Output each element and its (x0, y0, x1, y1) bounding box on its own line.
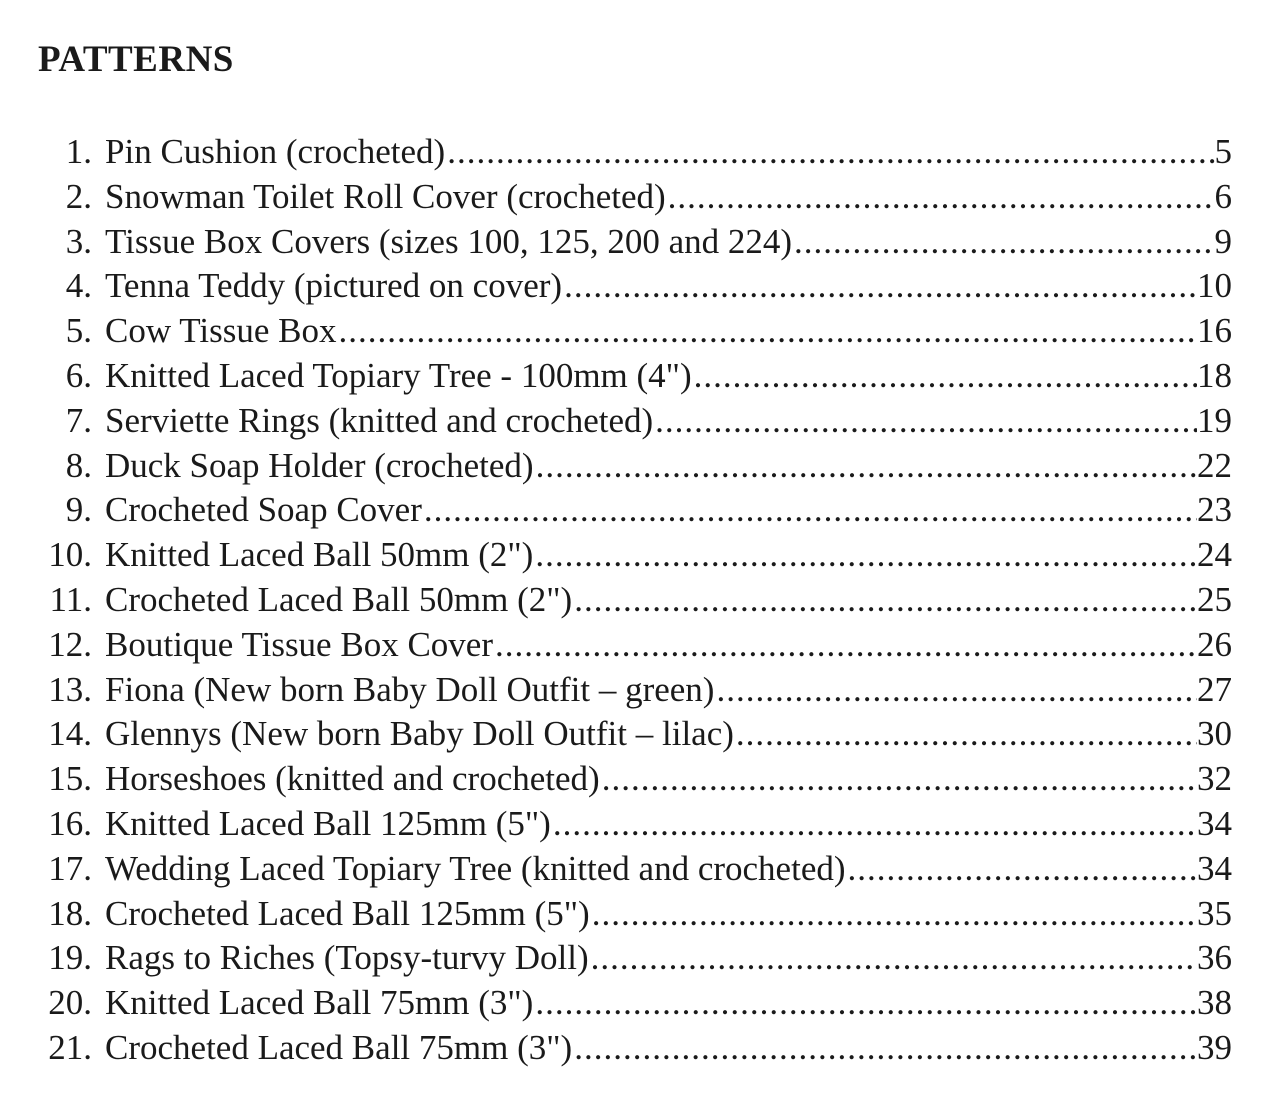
toc-entry-line (105, 444, 1232, 489)
toc-entry (0, 130, 1280, 175)
dot-leader (533, 981, 1197, 1026)
toc-entry-page-number: 26 (1197, 624, 1232, 664)
toc-entry (0, 354, 1280, 399)
toc-entry-title: Duck Soap Holder (crocheted) (105, 445, 534, 485)
toc-entry-page-number: 18 (1197, 355, 1232, 395)
dot-leader (551, 802, 1197, 847)
dot-leader (493, 623, 1197, 668)
toc-entry-title: Knitted Laced Ball 125mm (5") (105, 803, 551, 843)
toc-entry-number: 1. (65, 132, 92, 171)
toc-entry (0, 444, 1280, 489)
toc-entry (0, 847, 1280, 892)
toc-entry-number: 19. (48, 938, 92, 978)
toc-entry (0, 220, 1280, 265)
toc-entry-page-number: 34 (1197, 848, 1232, 888)
toc-entry-title: Glennys (New born Baby Doll Outfit – lilac) (105, 714, 734, 754)
toc-entry-number: 17. (48, 848, 92, 888)
table-of-contents (0, 130, 1280, 1071)
toc-entry-number: 3. (65, 221, 92, 261)
toc-entry-line (105, 668, 1232, 713)
dot-leader (589, 936, 1197, 981)
toc-entry (0, 533, 1280, 578)
toc-entry-number: 2. (65, 176, 92, 216)
toc-entry-number: 13. (48, 669, 92, 709)
toc-entry-title: Horseshoes (knitted and crocheted) (105, 759, 600, 799)
dot-leader (572, 1026, 1197, 1071)
toc-entry-number: 8. (65, 445, 92, 485)
toc-entry-title: Tissue Box Covers (sizes 100, 125, 200 and 224) (105, 221, 793, 261)
toc-entry-page-number: 30 (1197, 714, 1232, 754)
toc-entry-title: Crocheted Laced Ball 50mm (2") (105, 579, 573, 619)
toc-entry-page-number: 35 (1197, 893, 1232, 933)
toc-entry-line (105, 1026, 1232, 1071)
toc-entry-line (105, 847, 1232, 892)
toc-entry-title: Boutique Tissue Box Cover (105, 624, 493, 664)
toc-entry-title: Rags to Riches (Topsy-turvy Doll) (105, 938, 589, 978)
toc-entry-number: 21. (48, 1027, 92, 1067)
toc-entry (0, 668, 1280, 713)
dot-leader (336, 309, 1197, 354)
toc-entry-title: Pin Cushion (crocheted) (105, 132, 446, 171)
dot-leader (422, 488, 1197, 533)
toc-entry-page-number: 24 (1197, 535, 1232, 575)
toc-entry-line (105, 623, 1232, 668)
toc-entry-title: Knitted Laced Topiary Tree - 100mm (4") (105, 355, 692, 395)
toc-entry-line (105, 309, 1232, 354)
toc-entry-number: 6. (65, 355, 92, 395)
toc-entry-line (105, 757, 1232, 802)
toc-entry-line (105, 578, 1232, 623)
toc-entry-page-number: 5 (1214, 132, 1232, 171)
dot-leader (734, 712, 1197, 757)
toc-entry-page-number: 38 (1197, 983, 1232, 1023)
dot-leader (590, 892, 1197, 937)
toc-entry-number: 11. (49, 579, 92, 619)
toc-entry-title: Crocheted Laced Ball 75mm (3") (105, 1027, 573, 1067)
dot-leader (534, 444, 1197, 489)
toc-entry-number: 20. (48, 983, 92, 1023)
toc-entry (0, 712, 1280, 757)
toc-entry (0, 623, 1280, 668)
toc-entry-page-number: 27 (1197, 669, 1232, 709)
toc-entry-page-number: 32 (1197, 759, 1232, 799)
toc-entry (0, 757, 1280, 802)
toc-entry-number: 18. (48, 893, 92, 933)
toc-entry-line (105, 488, 1232, 533)
toc-entry (0, 936, 1280, 981)
toc-entry-title: Wedding Laced Topiary Tree (knitted and crocheted) (105, 848, 846, 888)
toc-entry (0, 1026, 1280, 1071)
toc-entry-line (105, 399, 1232, 444)
toc-entry-line (105, 533, 1232, 578)
toc-entry-page-number: 34 (1197, 803, 1232, 843)
toc-entry-line (105, 175, 1232, 220)
toc-entry-line (105, 802, 1232, 847)
dot-leader (533, 533, 1197, 578)
toc-entry (0, 802, 1280, 847)
toc-entry-page-number: 23 (1197, 490, 1232, 530)
dot-leader (714, 668, 1197, 713)
toc-entry-line (105, 892, 1232, 937)
toc-entry-number: 4. (65, 266, 92, 306)
toc-entry-line (105, 220, 1232, 265)
toc-entry-title: Crocheted Laced Ball 125mm (5") (105, 893, 590, 933)
toc-entry (0, 175, 1280, 220)
toc-entry (0, 488, 1280, 533)
toc-entry-line (105, 981, 1232, 1026)
dot-leader (572, 578, 1197, 623)
toc-entry-line (105, 354, 1232, 399)
toc-entry (0, 264, 1280, 309)
toc-entry-page-number: 36 (1197, 938, 1232, 978)
toc-entry-number: 15. (48, 759, 92, 799)
toc-entry-number: 12. (48, 624, 92, 664)
toc-entry-title: Serviette Rings (knitted and crocheted) (105, 400, 654, 440)
toc-entry (0, 309, 1280, 354)
toc-entry-page-number: 22 (1197, 445, 1232, 485)
toc-entry-title: Cow Tissue Box (105, 311, 337, 351)
toc-entry-number: 5. (65, 311, 92, 351)
toc-entry-line (105, 130, 1232, 175)
toc-entry-line (105, 936, 1232, 981)
dot-leader (600, 757, 1197, 802)
toc-entry-title: Crocheted Soap Cover (105, 490, 422, 530)
toc-entry-page-number: 6 (1214, 176, 1232, 216)
toc-entry-page-number: 19 (1197, 400, 1232, 440)
dot-leader (445, 130, 1214, 175)
toc-entry (0, 399, 1280, 444)
toc-entry-number: 16. (48, 803, 92, 843)
dot-leader (666, 175, 1215, 220)
toc-entry-title: Fiona (New born Baby Doll Outfit – green) (105, 669, 715, 709)
dot-leader (562, 264, 1197, 309)
toc-entry-title: Knitted Laced Ball 50mm (2") (105, 535, 534, 575)
toc-entry-number: 14. (48, 714, 92, 754)
toc-entry-title: Tenna Teddy (pictured on cover) (105, 266, 563, 306)
toc-entry-number: 9. (65, 490, 92, 530)
toc-entry-title: Snowman Toilet Roll Cover (crocheted) (105, 176, 666, 216)
section-heading: PATTERNS (38, 39, 234, 80)
toc-entry-page-number: 9 (1214, 221, 1232, 261)
toc-entry-page-number: 16 (1197, 311, 1232, 351)
toc-entry (0, 578, 1280, 623)
toc-entry-number: 10. (48, 535, 92, 575)
toc-entry-line (105, 264, 1232, 309)
toc-entry-line (105, 712, 1232, 757)
toc-entry (0, 892, 1280, 937)
dot-leader (653, 399, 1197, 444)
toc-entry-number: 7. (65, 400, 92, 440)
toc-entry-page-number: 10 (1197, 266, 1232, 306)
dot-leader (792, 220, 1214, 265)
toc-entry-page-number: 25 (1197, 579, 1232, 619)
dot-leader (692, 354, 1197, 399)
toc-entry-page-number: 39 (1197, 1027, 1232, 1067)
toc-entry-title: Knitted Laced Ball 75mm (3") (105, 983, 534, 1023)
toc-entry (0, 981, 1280, 1026)
dot-leader (846, 847, 1197, 892)
